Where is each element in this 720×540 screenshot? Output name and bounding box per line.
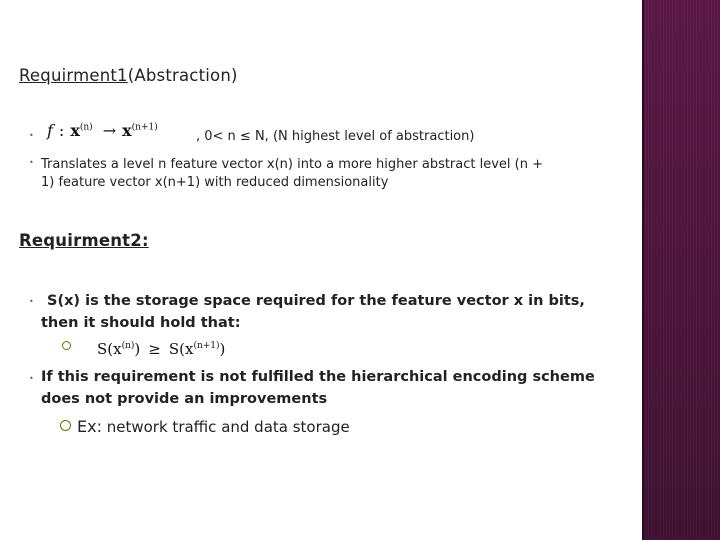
formula-condition: , 0< n ≤ N, (N highest level of abstraction) — [196, 129, 475, 144]
requirement-line-2: does not provide an improvements — [41, 391, 328, 407]
heading-requirement-1 — [19, 66, 238, 85]
decorative-sidebar — [642, 0, 720, 540]
abstraction-formula: f : $x^{(n)} \to x^{(n+1)}$ — [47, 121, 158, 140]
bullet-marker: • — [29, 158, 34, 167]
heading-requirement-2: Requirment2: — [19, 231, 149, 250]
example-item — [60, 417, 350, 436]
heading-1-underlined: Requirment1 — [19, 66, 128, 85]
requirement-line-1: If this requirement is not fulfilled the hierarchical encoding scheme — [41, 369, 595, 385]
sub-bullet-circle — [60, 420, 71, 431]
sidebar-edge — [642, 0, 644, 540]
sub-bullet-circle — [62, 341, 71, 350]
example-text: network traffic and data storage — [106, 418, 350, 436]
storage-line-2: then it should hold that: — [41, 315, 241, 331]
bullet-marker: • — [29, 131, 34, 140]
heading-1-rest: (Abstraction) — [127, 66, 238, 85]
translates-line-1: Translates a level n feature vector x(n) into a more higher abstract level (n + — [41, 157, 544, 172]
storage-line-1: S(x) is the storage space required for the feature vector x in bits, — [47, 293, 585, 309]
storage-inequality: $S(x^{(n)}) \ge S(x^{(n+1)})$ — [97, 340, 226, 358]
bullet-marker: • — [29, 374, 34, 383]
translates-line-2: 1) feature vector x(n+1) with reduced dimensionality — [41, 175, 389, 190]
bullet-marker: • — [29, 297, 34, 306]
example-label: Ex: — [77, 417, 102, 436]
